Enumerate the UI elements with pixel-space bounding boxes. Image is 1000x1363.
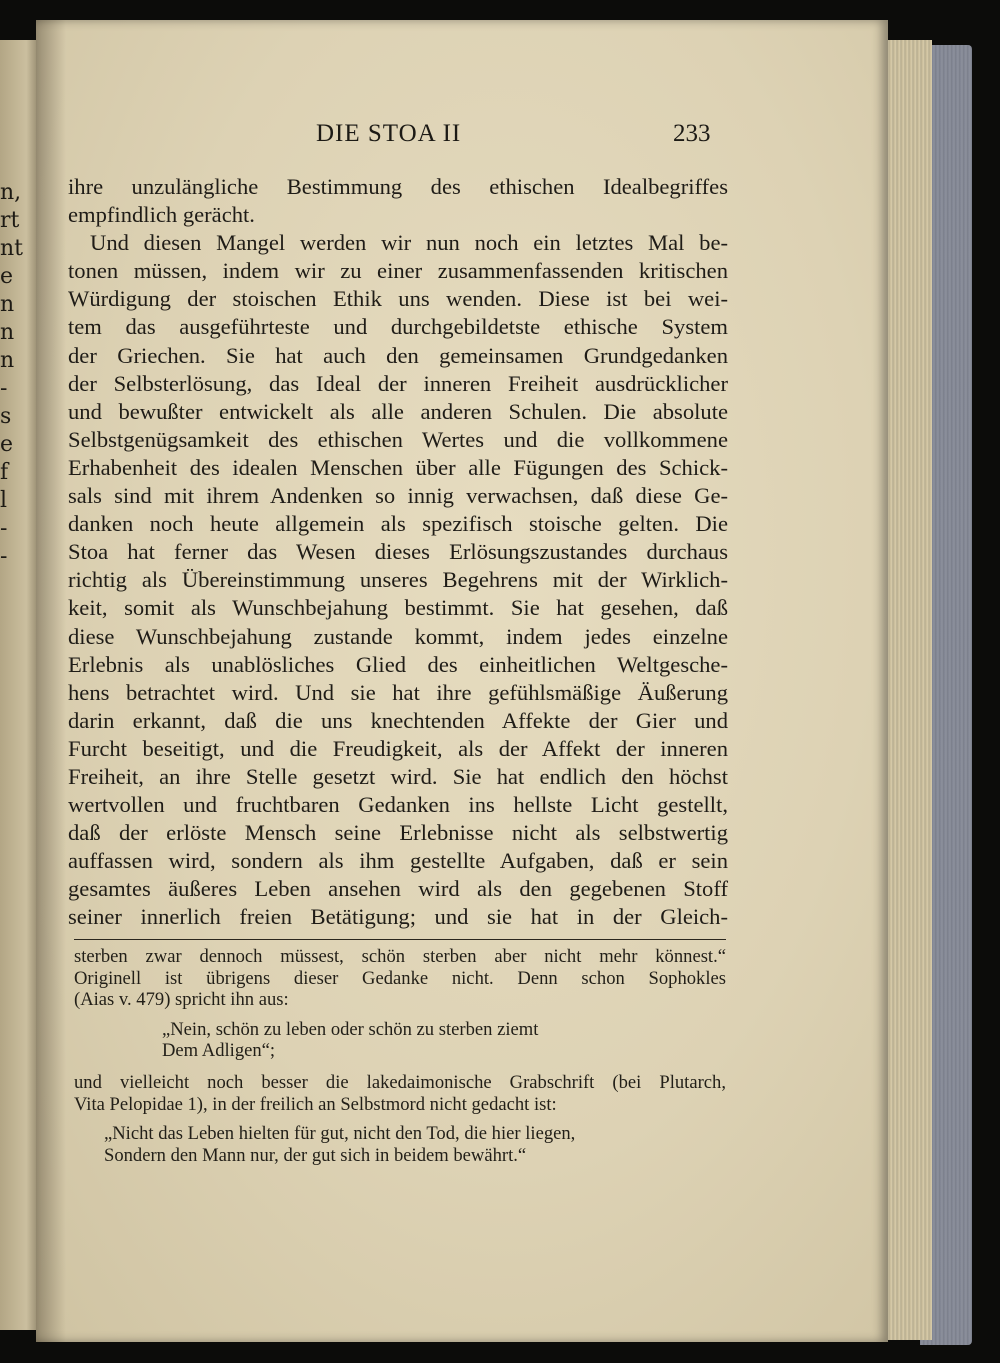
left-page-fragment: nt: [0, 236, 24, 261]
body-line: tem das ausgeführteste und durchgebildetste ethische System: [68, 314, 728, 340]
body-line: der Selbsterlösung, das Ideal der inneren Freiheit ausdrücklicher: [68, 370, 728, 396]
footnote-verse: [74, 1019, 726, 1062]
left-page-fragment: s: [0, 404, 12, 429]
body-line: auffassen wird, sondern als ihm gestellte Aufgaben, daß er sein: [68, 848, 728, 874]
left-page-fragment: n: [0, 320, 15, 345]
verse-line: Dem Adligen“;: [162, 1040, 276, 1062]
footnote-rule: [74, 939, 726, 940]
page-number: 233: [673, 120, 711, 147]
body-line: hens betrachtet wird. Und sie hat ihre gefühlsmäßige Äußerung: [68, 679, 728, 705]
body-line: Erhabenheit des idealen Menschen über alle Fügungen des Schick-: [68, 454, 728, 480]
footnote-continuation: [74, 1072, 726, 1115]
body-line: danken noch heute allgemein als spezifisch stoische gelten. Die: [68, 511, 728, 537]
body-line: und bewußter entwickelt als alle anderen Schulen. Die absolute: [68, 398, 728, 424]
left-page-fragment: n: [0, 348, 15, 373]
footnote-line: Vita Pelopidae 1), in der freilich an Selbstmord nicht gedacht ist:: [74, 1093, 557, 1115]
body-text: [68, 173, 728, 932]
footnote-line: und vielleicht noch besser die lakedaimonische Grabschrift (bei Plutarch,: [74, 1071, 726, 1093]
left-page-fragment: -: [0, 544, 8, 569]
body-line: tonen müssen, indem wir zu einer zusammenfassenden kritischen: [68, 258, 728, 284]
footnote-block: [74, 946, 726, 1166]
body-line: ihre unzulängliche Bestimmung des ethischen Idealbegriffes: [68, 174, 728, 199]
body-line: gesamtes äußeres Leben ansehen wird als den gegebenen Stoff: [68, 876, 728, 902]
footnote-verse: [74, 1123, 726, 1166]
body-line: darin erkannt, daß die uns knechtenden Affekte der Gier und: [68, 707, 728, 733]
body-line: Und diesen Mangel werden wir nun noch ein letztes Mal be-: [90, 230, 728, 256]
spine-shadow: [36, 20, 66, 1342]
body-line: der Griechen. Sie hat auch den gemeinsamen Grundgedanken: [68, 342, 728, 368]
body-line: keit, somit als Wunschbejahung bestimmt. Sie hat gesehen, daß: [68, 595, 728, 621]
footnote-line: (Aias v. 479) spricht ihn aus:: [74, 989, 289, 1011]
body-line: empfindlich gerächt.: [68, 202, 255, 228]
body-line: seiner innerlich freien Betätigung; und sie hat in der Gleich-: [68, 904, 728, 930]
verse-line: „Nicht das Leben hielten für gut, nicht den Tod, die hier liegen,: [104, 1123, 576, 1145]
left-page-fragment: rt: [0, 208, 20, 233]
footnote-line: sterben zwar dennoch müssest, schön sterben aber nicht mehr könnest.“: [74, 946, 726, 967]
body-line: Freiheit, an ihre Stelle gesetzt wird. Sie hat endlich den höchst: [68, 763, 728, 789]
body-line: Furcht beseitigt, und die Freudigkeit, als der Affekt der inneren: [68, 735, 728, 761]
body-line: Würdigung der stoischen Ethik uns wenden. Diese ist bei wei-: [68, 286, 728, 312]
body-line: daß der erlöste Mensch seine Erlebnisse nicht als selbstwertig: [68, 820, 728, 846]
left-page-fragment: n: [0, 292, 15, 317]
verse-line: „Nein, schön zu leben oder schön zu sterben ziemt: [162, 1018, 539, 1040]
left-page-fragment: -: [0, 376, 8, 401]
left-page-fragment: e: [0, 432, 14, 457]
body-line: Erlebnis als unablösliches Glied des einheitlichen Weltgesche-: [68, 651, 728, 677]
body-line: wertvollen und fruchtbaren Gedanken ins hellste Licht gestellt,: [68, 792, 728, 818]
left-page-fragment: e: [0, 264, 14, 289]
body-line: Selbstgenügsamkeit des ethischen Wertes und die vollkommene: [68, 426, 728, 452]
footnote-line: Originell ist übrigens dieser Gedanke nicht. Denn schon Sophokles: [74, 967, 726, 989]
body-line: richtig als Übereinstimmung unseres Begehrens mit der Wirklich-: [68, 567, 728, 593]
left-page-fragment: n,: [0, 180, 22, 205]
left-page-fragment: l: [0, 488, 8, 513]
verse-line: Sondern den Mann nur, der gut sich in beidem bewährt.“: [104, 1144, 527, 1166]
left-page-fragment: -: [0, 516, 8, 541]
body-line: diese Wunschbejahung zustande kommt, indem jedes einzelne: [68, 623, 728, 649]
body-line: sals sind mit ihrem Andenken so innig verwachsen, daß diese Ge-: [68, 483, 728, 509]
left-page-fragment: f: [0, 460, 9, 485]
running-head: DIE STOA II: [316, 120, 462, 147]
body-line: Stoa hat ferner das Wesen dieses Erlösungszustandes durchaus: [68, 539, 728, 565]
